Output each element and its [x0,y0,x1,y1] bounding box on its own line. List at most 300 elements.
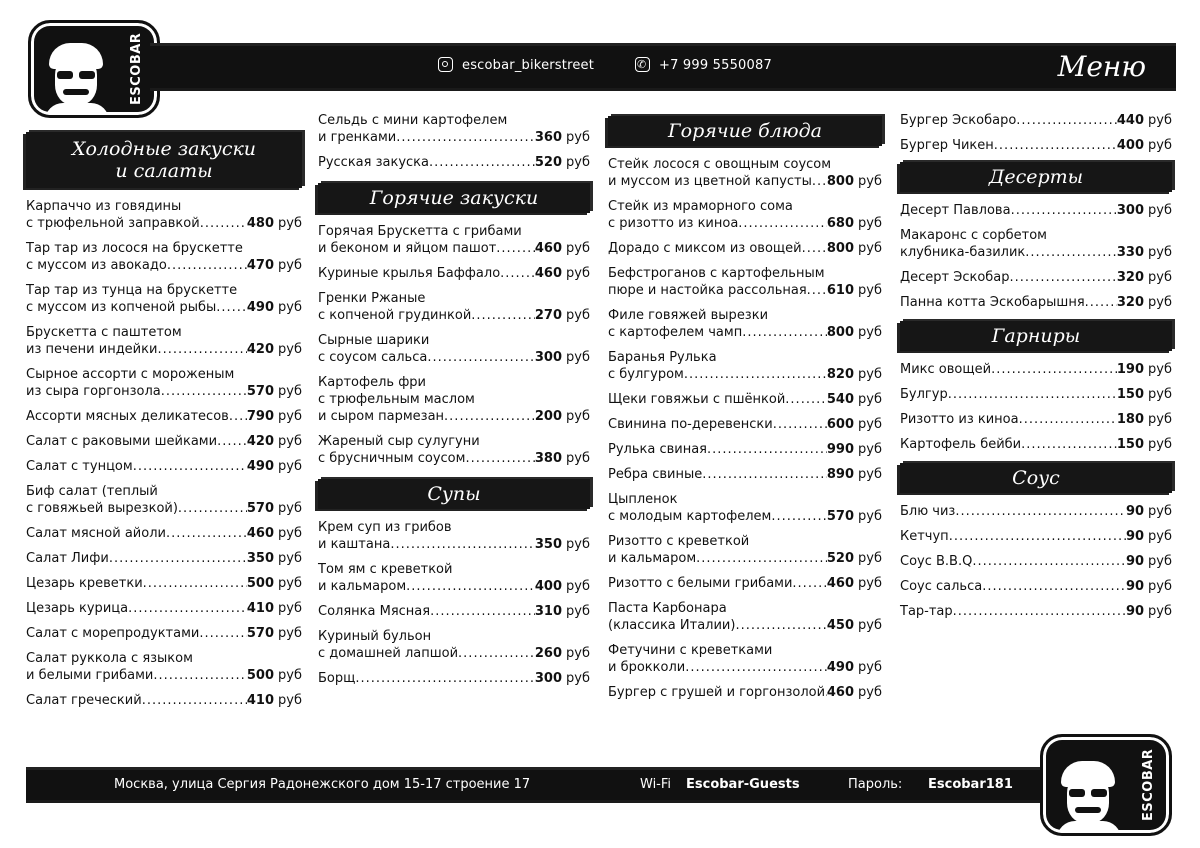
menu-item-price: 610 [826,283,855,298]
phone-link[interactable] [635,57,772,74]
leader-dots [167,257,247,274]
menu-item [26,483,302,517]
menu-item [608,240,882,257]
menu-item [900,227,1172,261]
escobar-logo-top [28,20,160,118]
menu-item-price: 500 [246,576,275,591]
menu-item-price: 190 [1116,362,1145,377]
menu-item-name: (классика Италии) [608,618,736,633]
menu-item [318,223,590,257]
currency-label: руб [858,685,882,700]
menu-item [900,411,1172,428]
menu-item-name: Салат с морепродуктами [26,626,200,641]
menu-item-price: 450 [826,618,855,633]
menu-item [900,553,1172,570]
menu-item-price: 790 [246,409,275,424]
menu-item-name-line: Сырное ассорти с мороженым [26,367,235,382]
menu-item-price: 480 [246,216,275,231]
menu-item-price: 460 [826,576,855,591]
menu-item-price: 300 [534,350,563,365]
menu-item-name: с соусом сальса [318,350,428,365]
menu-item-price: 300 [534,671,563,686]
currency-label: руб [858,283,882,298]
leader-dots [166,525,247,542]
currency-label: руб [566,409,590,424]
menu-item [318,290,590,324]
currency-label: руб [1148,203,1172,218]
menu-item [608,416,882,433]
currency-label: руб [1148,295,1172,310]
currency-label: руб [858,467,882,482]
menu-item-name: Соус сальса [900,579,983,594]
hot-dishes-list [608,156,882,701]
menu-item-price: 460 [246,526,275,541]
portrait-icon [1057,753,1119,833]
menu-item-name-line: Стейк из мраморного сома [608,199,793,214]
menu-item-price: 350 [534,537,563,552]
menu-item-name: Дорадо с миксом из овощей [608,241,802,256]
menu-item-name: и муссом из цветной капусты [608,174,812,189]
menu-item [318,433,590,467]
menu-item-price: 680 [826,216,855,231]
menu-item [900,137,1172,154]
section-title-cold: Холодные закуски и салаты [26,132,302,188]
section-title-soups: Супы [318,479,590,509]
menu-item-name: Ризотто из киноа [900,412,1019,427]
menu-item [608,466,882,483]
menu-item-name: с говяжьей вырезкой) [26,501,178,516]
desserts-list [900,202,1172,311]
currency-label: руб [1148,113,1172,128]
menu-item-name: Десерт Эскобар [900,270,1010,285]
menu-item [608,491,882,525]
menu-item [26,625,302,642]
leader-dots [444,408,535,425]
currency-label: руб [858,392,882,407]
currency-label: руб [278,693,302,708]
leader-dots [994,137,1117,154]
menu-item-name: Русская закуска [318,155,429,170]
menu-item [26,433,302,450]
menu-item-price: 520 [826,551,855,566]
menu-item-name: и гренками [318,130,397,145]
leader-dots [458,645,535,662]
menu-item-price: 90 [1125,579,1145,594]
menu-item-price: 570 [246,384,275,399]
wifi-network: Escobar-Guests [686,777,800,792]
menu-item-name-line: Паста Карбонара [608,601,727,616]
menu-item-price: 90 [1125,529,1145,544]
menu-item-name: Салат греческий [26,693,142,708]
menu-item-name: Салат мясной айоли [26,526,166,541]
menu-item-name-line: Баранья Рулька [608,350,717,365]
section-title-desserts: Десерты [900,162,1172,192]
menu-item-name-line: Гренки Ржаные [318,291,426,306]
menu-item-name: Салат с раковыми шейками [26,434,218,449]
leader-dots [430,603,535,620]
menu-item-name-line: Брускетта с паштетом [26,325,182,340]
menu-item-name: Свинина по-деревенски [608,417,773,432]
currency-label: руб [858,325,882,340]
leader-dots [802,240,827,257]
currency-label: руб [858,551,882,566]
column-1 [26,128,302,717]
menu-item-price: 440 [1116,113,1145,128]
menu-item [318,519,590,553]
menu-item [26,550,302,567]
currency-label: руб [566,130,590,145]
menu-item [318,332,590,366]
col2-top-list [318,112,590,171]
menu-item [900,578,1172,595]
currency-label: руб [278,258,302,273]
currency-label: руб [566,537,590,552]
leader-dots [991,361,1117,378]
menu-item [318,265,590,282]
section-title-hot-snacks: Горячие закуски [318,183,590,213]
leader-dots [696,550,827,567]
leader-dots [972,553,1126,570]
leader-dots [199,625,247,642]
currency-label: руб [858,618,882,633]
menu-item-price: 400 [1116,138,1145,153]
menu-item-price: 570 [826,509,855,524]
leader-dots [178,500,247,517]
menu-item-price: 320 [1116,295,1145,310]
menu-item-price: 500 [246,668,275,683]
menu-item [900,436,1172,453]
leader-dots [157,341,246,358]
menu-item-name: с копченой грудинкой [318,308,472,323]
menu-item-price: 350 [246,551,275,566]
menu-item-name-line: Сельдь с мини картофелем [318,113,508,128]
menu-item-price: 300 [1116,203,1145,218]
menu-item-name: с картофелем чамп [608,325,743,340]
leader-dots [161,383,247,400]
menu-item-price: 150 [1116,437,1145,452]
menu-item-name: и каштана [318,537,391,552]
menu-item [608,198,882,232]
menu-item [900,503,1172,520]
leader-dots [982,578,1126,595]
phone-icon [635,57,650,72]
currency-label: руб [1148,504,1172,519]
menu-item-price: 820 [826,367,855,382]
leader-dots [500,265,535,282]
leader-dots [684,366,827,383]
menu-item-price: 270 [534,308,563,323]
instagram-handle: escobar_bikerstreet [462,58,595,73]
menu-item [318,670,590,687]
menu-item-name: Десерт Павлова [900,203,1011,218]
menu-item-name: Салат с тунцом [26,459,133,474]
menu-item-name: и кальмаром [318,579,407,594]
menu-item-price: 800 [826,174,855,189]
menu-item-price: 570 [246,626,275,641]
menu-item-price: 90 [1125,504,1145,519]
menu-item-name: Булгур [900,387,948,402]
leader-dots [200,215,247,232]
leader-dots [1085,294,1117,311]
menu-item-name-line: Горячая Брускетта с грибами [318,224,522,239]
menu-item [26,198,302,232]
menu-item [900,386,1172,403]
leader-dots [465,450,534,467]
menu-item-name: Соус B.B.Q [900,554,973,569]
menu-item-name: пюре и настойка рассольная [608,283,807,298]
currency-label: руб [1148,270,1172,285]
menu-item [608,684,882,701]
currency-label: руб [278,601,302,616]
menu-item-name: из сыра горгонзола [26,384,161,399]
menu-item-name: Салат Лифи [26,551,109,566]
menu-item-name-line: Филе говяжей вырезки [608,308,769,323]
menu-item [900,528,1172,545]
menu-item-name: Кетчуп [900,529,949,544]
menu-item [318,374,590,425]
menu-item [26,525,302,542]
menu-item-price: 380 [534,451,563,466]
hot-snacks-list [318,223,590,467]
menu-item [900,202,1172,219]
leader-dots [771,508,827,525]
menu-item [318,154,590,171]
currency-label: руб [858,660,882,675]
menu-item [608,307,882,341]
menu-item-name: с молодым картофелем [608,509,772,524]
menu-item-name: с ризотто из киноа [608,216,739,231]
leader-dots [216,299,247,316]
menu-item-name-line: Тар тар из тунца на брускетте [26,283,238,298]
column-3 [608,112,882,709]
menu-item [26,650,302,684]
password-label: Пароль: [848,777,903,792]
menu-item-name: с брусничным соусом [318,451,466,466]
menu-item-price: 800 [826,241,855,256]
currency-label: руб [858,174,882,189]
leader-dots [217,433,247,450]
menu-item [26,282,302,316]
menu-item-price: 470 [246,258,275,273]
menu-item-name: Цезарь курица [26,601,129,616]
leader-dots [812,173,827,190]
currency-label: руб [858,576,882,591]
leader-dots [396,129,535,146]
menu-item [608,265,882,299]
menu-item-price: 90 [1125,554,1145,569]
menu-item-price: 90 [1125,604,1145,619]
currency-label: руб [858,216,882,231]
currency-label: руб [858,509,882,524]
currency-label: руб [278,668,302,683]
menu-item-price: 800 [826,325,855,340]
menu-item-name-line: Тар тар из лосося на брускетте [26,241,243,256]
menu-item [900,294,1172,311]
menu-item [900,361,1172,378]
section-title-sauces: Соус [900,463,1172,493]
leader-dots [406,578,535,595]
leader-dots [949,528,1126,545]
menu-item-name-line: Макаронс с сорбетом [900,228,1047,243]
currency-label: руб [278,459,302,474]
leader-dots [496,240,535,257]
leader-dots [792,575,826,592]
menu-item [26,366,302,400]
menu-item-name-line: Картофель фри [318,375,427,390]
menu-item [318,603,590,620]
leader-dots [109,550,247,567]
menu-item-name: с муссом из авокадо [26,258,167,273]
currency-label: руб [1148,138,1172,153]
menu-item-name-line: Стейк лосося с овощным соусом [608,157,832,172]
currency-label: руб [278,409,302,424]
leader-dots [1021,436,1117,453]
leader-dots [133,458,247,475]
menu-item-name: Солянка Мясная [318,604,431,619]
menu-item-name: Бургер Чикен [900,138,994,153]
menu-item-name: с муссом из копченой рыбы [26,300,217,315]
currency-label: руб [278,501,302,516]
menu-item-name-line: Карпаччо из говядины [26,199,182,214]
leader-dots [471,307,535,324]
cold-items-list [26,198,302,709]
menu-item [318,112,590,146]
menu-item-name-line: Ризотто с креветкой [608,534,750,549]
currency-label: руб [278,551,302,566]
leader-dots [153,667,247,684]
menu-item-name: и брокколи [608,660,686,675]
leader-dots [427,349,535,366]
currency-label: руб [278,434,302,449]
menu-item-name: Ризотто с белыми грибами [608,576,793,591]
menu-item-name: Бургер с грушей и горгонзолой [608,685,826,700]
leader-dots [429,154,535,171]
leader-dots [128,600,247,617]
menu-item-name: и кальмаром [608,551,697,566]
leader-dots [735,617,826,634]
sides-list [900,361,1172,453]
currency-label: руб [566,579,590,594]
menu-item-price: 490 [246,459,275,474]
menu-item-price: 420 [246,434,275,449]
menu-item [900,269,1172,286]
currency-label: руб [566,671,590,686]
menu-item-price: 490 [246,300,275,315]
section-title-sides: Гарниры [900,321,1172,351]
currency-label: руб [858,417,882,432]
menu-item [26,324,302,358]
menu-item-name: Ассорти мясных деликатесов [26,409,229,424]
menu-item-price: 420 [246,342,275,357]
menu-item-price: 600 [826,417,855,432]
currency-label: руб [1148,362,1172,377]
menu-item-price: 260 [534,646,563,661]
menu-item-price: 570 [246,501,275,516]
menu-item [318,628,590,662]
menu-item-price: 200 [534,409,563,424]
menu-item-name: и белыми грибами [26,668,154,683]
currency-label: руб [1148,437,1172,452]
menu-item-name: Микс овощей [900,362,992,377]
col4-top-list [900,112,1172,154]
currency-label: руб [278,626,302,641]
menu-item [318,561,590,595]
menu-item-name-line: Том ям с креветкой [318,562,453,577]
menu-item-name: с трюфельной заправкой [26,216,200,231]
menu-item-name-line: Салат руккола с языком [26,651,193,666]
menu-item-name: Картофель бейби [900,437,1022,452]
menu-item-name: Тар-тар [900,604,953,619]
menu-item-price: 180 [1116,412,1145,427]
menu-item-price: 150 [1116,387,1145,402]
menu-item-name-line: Крем суп из грибов [318,520,452,535]
menu-item-name: Блю чиз [900,504,956,519]
leader-dots [143,575,247,592]
currency-label: руб [566,241,590,256]
wifi-password: Escobar181 [928,777,1013,792]
menu-item-price: 330 [1116,245,1145,260]
currency-label: руб [278,342,302,357]
instagram-link[interactable] [438,57,594,74]
currency-label: руб [566,604,590,619]
menu-item-name: и беконом и яйцом пашот [318,241,497,256]
menu-item-price: 410 [246,601,275,616]
footer-bar [26,770,1042,800]
currency-label: руб [278,384,302,399]
leader-dots [1025,244,1117,261]
leader-dots [355,670,535,687]
menu-item-price: 310 [534,604,563,619]
menu-item-name-line: Бефстроганов с картофельным [608,266,825,281]
menu-item-name: Щеки говяжьи с пшёнкой [608,392,786,407]
leader-dots [229,408,247,425]
currency-label: руб [1148,554,1172,569]
menu-item [26,600,302,617]
currency-label: руб [1148,245,1172,260]
currency-label: руб [566,350,590,365]
menu-item-name: клубника-базилик [900,245,1026,260]
leader-dots [685,659,827,676]
menu-item-name-line: Сырные шарики [318,333,430,348]
column-2 [318,112,590,695]
leader-dots [707,441,827,458]
currency-label: руб [566,155,590,170]
leader-dots [773,416,827,433]
currency-label: руб [1148,387,1172,402]
wifi-label: Wi-Fi [640,777,672,792]
menu-item-name-line: Жареный сыр сулугуни [318,434,480,449]
portrait-icon [45,35,107,115]
menu-item-price: 320 [1116,270,1145,285]
currency-label: руб [858,442,882,457]
logo-brand-text: ESCOBAR [1141,748,1156,822]
menu-item [26,240,302,274]
menu-item-name-line: Фетучини с креветками [608,643,773,658]
menu-item [26,692,302,709]
menu-item [608,600,882,634]
menu-item [608,349,882,383]
menu-item [26,458,302,475]
menu-item [900,603,1172,620]
menu-item-name-line: с трюфельным маслом [318,392,475,407]
menu-item-name: Панна котта Эскобарышня [900,295,1085,310]
section-title-hot-dishes: Горячие блюда [608,116,882,146]
leader-dots [742,324,827,341]
currency-label: руб [1148,579,1172,594]
menu-item-name: Ребра свиные [608,467,703,482]
currency-label: руб [566,646,590,661]
leader-dots [1016,112,1117,129]
